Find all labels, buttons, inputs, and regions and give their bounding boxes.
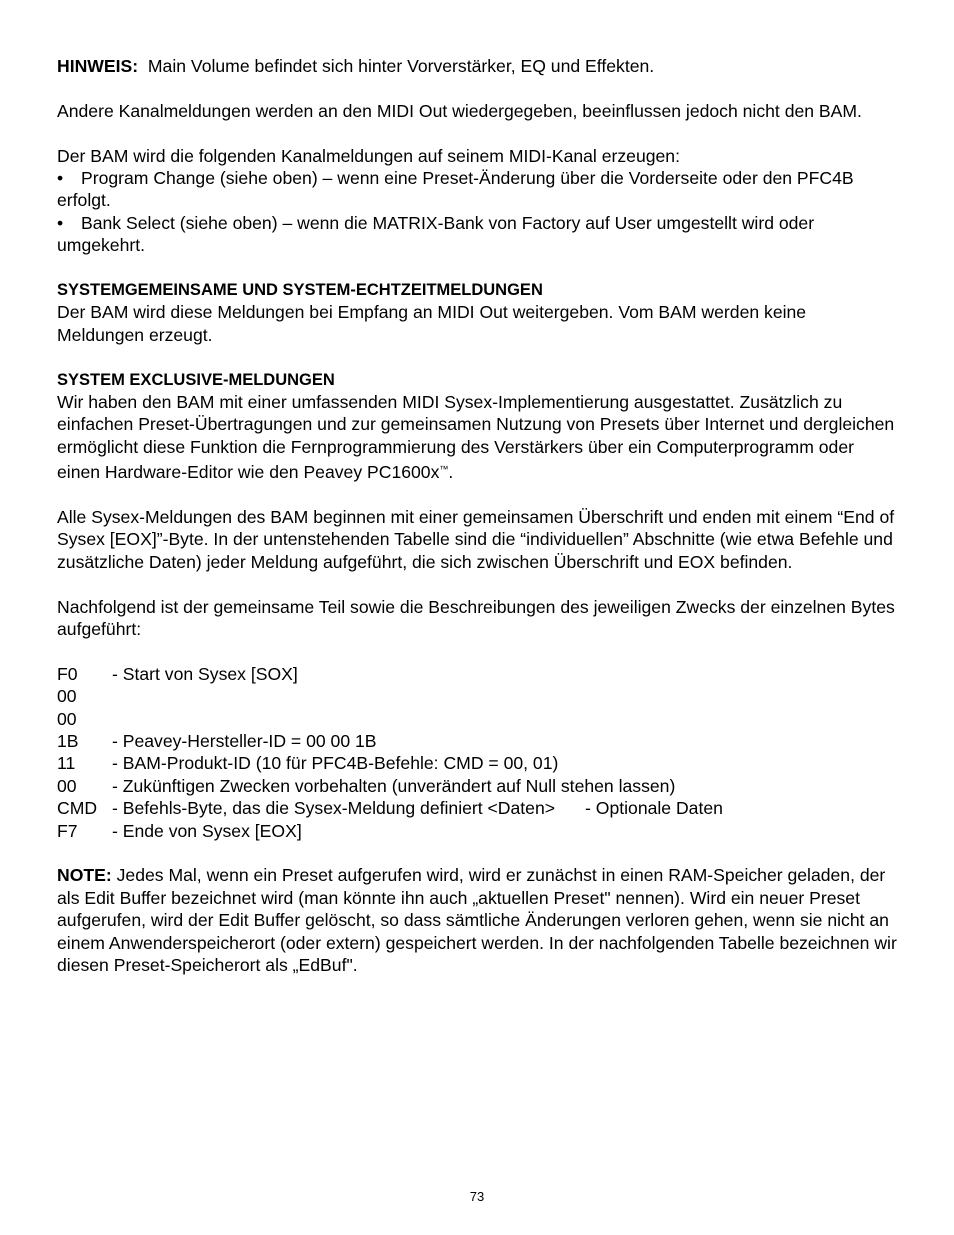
sysex-section <box>57 369 897 484</box>
byte-row <box>57 752 897 774</box>
other-messages-paragraph: Andere Kanalmeldungen werden an den MIDI Out wiedergegeben, beeinflussen jedoch nicht den BAM. <box>57 100 862 121</box>
byte-code: 11 <box>57 753 76 774</box>
bullet-item <box>57 167 897 212</box>
byte-description: - Peavey-Hersteller-ID = 00 00 1B <box>112 731 377 752</box>
sysex-byte-table <box>57 663 897 842</box>
byte-row <box>57 708 897 730</box>
system-section <box>57 279 897 346</box>
trademark-symbol: ™ <box>439 464 449 475</box>
note-text: Jedes Mal, wenn ein Preset aufgerufen wird, wird er zunächst in einen RAM-Speicher geladen, der als Edit Buffer bezeichnet wird (man könnte ihn auch „aktuellen Preset" nennen). Wird ein neuer Preset aufgerufen, wird der Edit Buffer gelöscht, so dass sämtliche Änderungen verloren gehen, wenn sie nicht an einem Anwenderspeicherort (oder extern) gespeichert werden. In der nachfolgenden Tabelle bezeichnen wir diesen Preset-Speicherort als „EdBuf". <box>57 865 897 975</box>
byte-description: - Befehls-Byte, das die Sysex-Meldung definiert <Daten> <box>112 798 556 819</box>
hinweis-paragraph <box>57 55 897 77</box>
byte-row <box>57 685 897 707</box>
sysex-section-text-end: . <box>448 462 454 483</box>
note-label: NOTE: <box>57 865 112 886</box>
bullet-marker: • <box>57 212 64 233</box>
bullet-text: Bank Select (siehe oben) – wenn die MATRIX-Bank von Factory auf User umgestellt wird oder umgekehrt. <box>57 212 815 256</box>
system-section-text: Der BAM wird diese Meldungen bei Empfang an MIDI Out weitergeben. Vom BAM werden keine Meldungen erzeugt. <box>57 302 807 345</box>
generate-messages-paragraph <box>57 145 897 257</box>
bullet-marker: • <box>57 168 64 188</box>
generate-intro: Der BAM wird die folgenden Kanalmeldungen auf seinem MIDI-Kanal erzeugen: <box>57 145 680 166</box>
byte-code: F0 <box>57 663 78 684</box>
sysex-section-heading: SYSTEM EXCLUSIVE-MELDUNGEN <box>57 370 335 389</box>
page-number: 73 <box>469 1189 485 1204</box>
byte-code: 1B <box>57 731 79 752</box>
document-page <box>57 55 897 999</box>
hinweis-text: Main Volume befindet sich hinter Vorverstärker, EQ und Effekten. <box>147 56 655 76</box>
byte-description: - Ende von Sysex [EOX] <box>112 820 302 841</box>
hinweis-label: HINWEIS: <box>57 56 139 76</box>
bullet-item <box>57 212 897 257</box>
byte-row <box>57 730 897 752</box>
byte-row <box>57 663 897 685</box>
byte-code: CMD <box>57 798 98 819</box>
byte-code: 00 <box>57 775 77 796</box>
system-section-heading: SYSTEMGEMEINSAME UND SYSTEM-ECHTZEITMELDUNGEN <box>57 281 543 300</box>
byte-code: 00 <box>57 708 77 729</box>
byte-row <box>57 797 897 819</box>
byte-row <box>57 820 897 842</box>
sysex-section-text: Wir haben den BAM mit einer umfassenden MIDI Sysex-Implementierung ausgestattet. Zusätzlich zu einfachen Preset-Übertragungen und zur gemeinsamen Nutzung von Presets über Internet und dergleichen ermöglicht diese Funktion die Fernprogrammierung des Verstärkers über ein Computerprogramm oder einen Hardware-Editor wie den Peavey PC1600x <box>57 392 895 483</box>
byte-description: - BAM-Produkt-ID (10 für PFC4B-Befehle: CMD = 00, 01) <box>112 753 559 774</box>
byte-code: F7 <box>57 820 78 841</box>
byte-description: - Start von Sysex [SOX] <box>112 663 298 684</box>
byte-row <box>57 775 897 797</box>
all-sysex-paragraph: Alle Sysex-Meldungen des BAM beginnen mit einer gemeinsamen Überschrift und enden mit einem “End of Sysex [EOX]”-Byte. In der untenstehenden Tabelle sind die “individuellen” Abschnitte (wie etwa Befehle und zusätzliche Daten) jeder Meldung aufgeführt, die sich zwischen Überschrift und EOX befinden. <box>57 507 895 572</box>
bullet-text: Program Change (siehe oben) – wenn eine Preset-Änderung über die Vorderseite oder den PFC4B erfolgt. <box>57 168 854 211</box>
note-paragraph <box>57 864 897 976</box>
byte-code: 00 <box>57 686 77 707</box>
byte-extra-description: - Optionale Daten <box>585 798 723 819</box>
following-paragraph: Nachfolgend ist der gemeinsame Teil sowie die Beschreibungen des jeweiligen Zwecks der einzelnen Bytes aufgeführt: <box>57 596 895 640</box>
byte-description: - Zukünftigen Zwecken vorbehalten (unverändert auf Null stehen lassen) <box>112 775 676 796</box>
